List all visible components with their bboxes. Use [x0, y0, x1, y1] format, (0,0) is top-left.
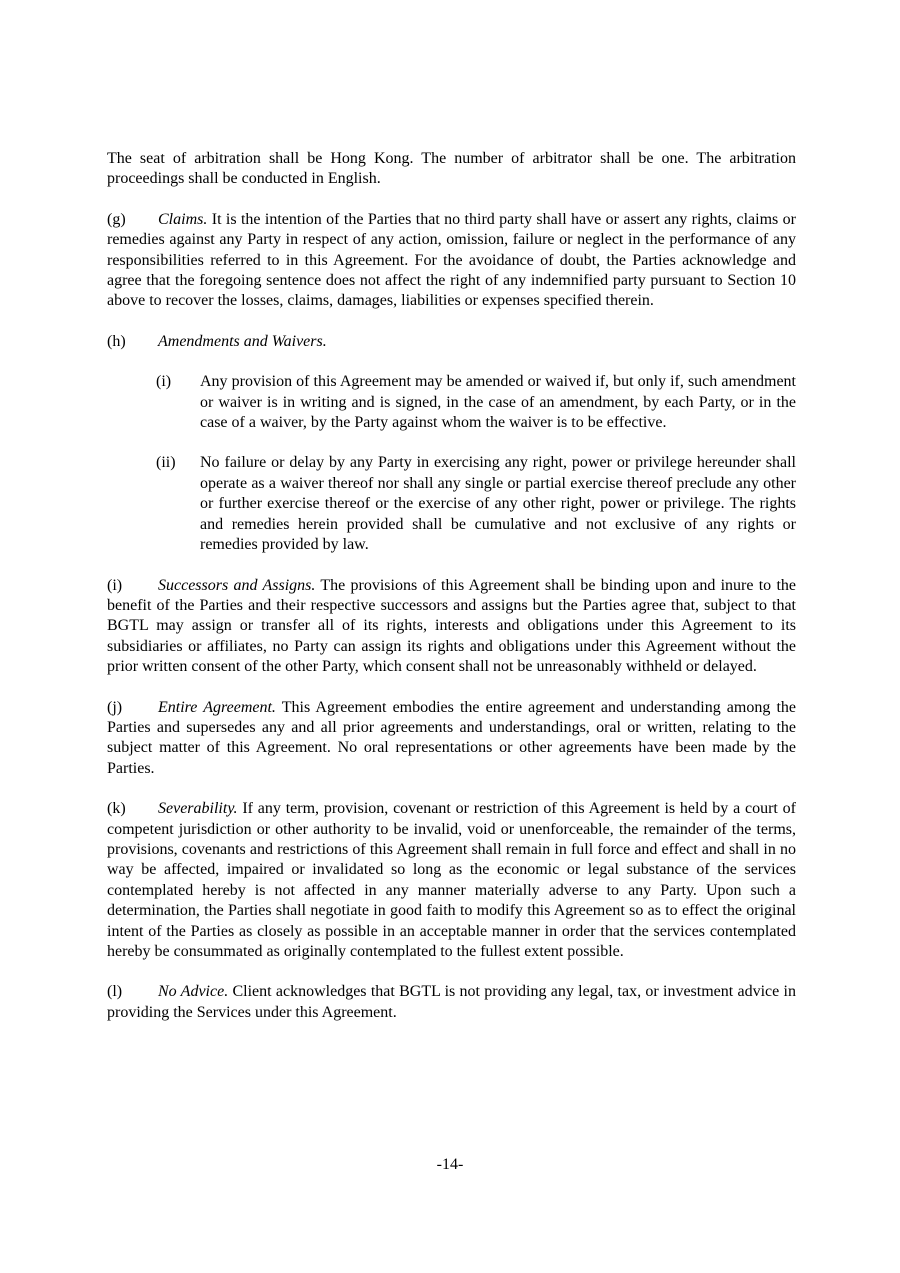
clause-l-heading: No Advice.	[158, 983, 229, 1001]
clause-h-amendments	[107, 332, 796, 352]
clause-g-mark: (g)	[107, 210, 126, 228]
clause-l-text: Client acknowledges that BGTL is not providing any legal, tax, or investment advice in providing the Services under this Agreement.	[107, 983, 796, 1021]
clause-j-entire-agreement	[107, 698, 796, 780]
clause-g-claims	[107, 210, 796, 312]
clause-i-text: The provisions of this Agreement shall be binding upon and inure to the benefit of the Parties and their respective successors and assigns but the Parties agree that, subject to that BGTL may assign or transfer all of its rights, interests and obligations under this Agreement to its subsidiaries or affiliates, no Party can assign its rights and obligations under this Agreement without the prior written consent of the other Party, which consent shall not be unreasonably withheld or delayed.	[107, 576, 797, 676]
clause-j-heading: Entire Agreement.	[158, 698, 276, 716]
clause-k-heading: Severability.	[158, 800, 238, 818]
clause-k-text: If any term, provision, covenant or restriction of this Agreement is held by a court of competent jurisdiction or other authority to be invalid, void or unenforceable, the remainder of the terms, provisions, covenants and restrictions of this Agreement shall remain in full force and effect and shall in no way be affected, impaired or invalidated so long as the economic or legal substance of the services contemplated hereby is not affected in any manner materially adverse to any Party. Upon such a determination, the Parties shall negotiate in good faith to modify this Agreement so as to effect the original intent of the Parties as closely as possible in an acceptable manner in order that the services contemplated hereby be consummated as originally contemplated to the fullest extent possible.	[107, 800, 796, 960]
clause-h-mark: (h)	[107, 332, 126, 350]
clause-k-severability	[107, 799, 796, 962]
clause-h-heading: Amendments and Waivers.	[158, 332, 327, 350]
document-body	[107, 149, 796, 1043]
clause-h-subclause-i	[156, 372, 796, 433]
clause-h-subclause-ii	[156, 453, 796, 555]
arbitration-paragraph: The seat of arbitration shall be Hong Kong. The number of arbitrator shall be one. The arbitration proceedings shall be conducted in English.	[107, 150, 796, 188]
page-number: -14-	[436, 1156, 464, 1173]
clause-i-heading: Successors and Assigns.	[158, 576, 316, 594]
subclause-i-mark: (i)	[156, 373, 172, 391]
clause-j-mark: (j)	[107, 698, 123, 716]
subclause-ii-mark: (ii)	[156, 454, 176, 472]
subclause-i-text: Any provision of this Agreement may be amended or waived if, but only if, such amendment or waiver is in writing and is signed, in the case of an amendment, by each Party, or in the case of a waiver, by the Party against whom the waiver is to be effective.	[200, 373, 796, 432]
clause-g-heading: Claims.	[158, 210, 208, 228]
clause-l-mark: (l)	[107, 983, 123, 1001]
subclause-ii-text: No failure or delay by any Party in exercising any right, power or privilege hereunder shall operate as a waiver thereof nor shall any single or partial exercise thereof preclude any other or further exercise thereof or the exercise of any other right, power or privilege. The rights and remedies herein provided shall be cumulative and not exclusive of any rights or remedies provided by law.	[200, 454, 796, 554]
clause-i-mark: (i)	[107, 576, 123, 594]
clause-g-text: It is the intention of the Parties that no third party shall have or assert any rights, claims or remedies against any Party in respect of any action, omission, failure or neglect in the performance of any responsibilities referred to in this Agreement. For the avoidance of doubt, the Parties acknowledge and agree that the foregoing sentence does not affect the right of any indemnified party pursuant to Section 10 above to recover the losses, claims, damages, liabilities or expenses specified therein.	[107, 210, 796, 310]
clause-j-text: This Agreement embodies the entire agreement and understanding among the Parties and supersedes any and all prior agreements and understandings, oral or written, relating to the subject matter of this Agreement. No oral representations or other agreements have been made by the Parties.	[107, 698, 796, 777]
clause-l-no-advice	[107, 982, 796, 1023]
clause-k-mark: (k)	[107, 800, 126, 818]
clause-i-successors	[107, 576, 796, 678]
